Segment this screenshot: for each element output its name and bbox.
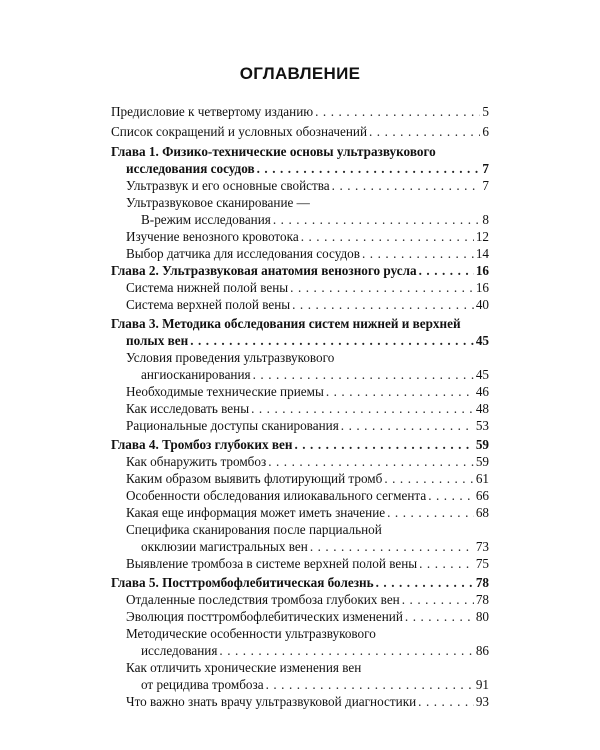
dot-leader [257, 161, 481, 177]
dot-leader [292, 297, 474, 313]
toc-entry [111, 316, 461, 332]
toc-page-number: 75 [475, 556, 489, 571]
toc-entry [126, 522, 382, 538]
toc-entry-title: Глава 5. Посттромбофлебитическая болезнь [111, 575, 374, 590]
toc-entry [126, 178, 489, 194]
toc-entry-title: Эволюция посттромбофлебитических изменений [126, 609, 403, 624]
toc-page-number: 5 [482, 104, 489, 119]
toc-entry-title: Выбор датчика для исследования сосудов [126, 246, 360, 261]
dot-leader [405, 609, 474, 625]
toc-entry [141, 367, 489, 383]
toc-entry-title: полых вен [126, 333, 189, 348]
dot-leader [268, 454, 474, 470]
toc-entry-title: Необходимые технические приемы [126, 384, 324, 399]
toc-entry-title: Каким образом выявить флотирующий тромб [126, 471, 383, 486]
toc-page-number: 14 [475, 246, 489, 261]
toc-entry-title: исследования [141, 643, 218, 658]
toc-page-number: 91 [475, 677, 489, 692]
dot-leader [402, 592, 474, 608]
dot-leader [384, 471, 473, 487]
dot-leader [369, 124, 480, 140]
toc-entry-title: Какая еще информация может иметь значение [126, 505, 386, 520]
toc-entry-title: от рецидива тромбоза [141, 677, 264, 692]
toc-entry-title: Специфика сканирования после парциальной [126, 522, 382, 537]
toc-entry-title: окклюзии магистральных вен [141, 539, 308, 554]
toc-entry-title: Предисловие к четвертому изданию [111, 104, 314, 119]
toc-page-number: 73 [475, 539, 489, 554]
dot-leader [251, 401, 474, 417]
toc-entry-title: Глава 1. Физико-технические основы ультразвукового [111, 144, 436, 159]
toc-entry-title: Система нижней полой вены [126, 280, 289, 295]
toc-entry-title: Глава 3. Методика обследования систем нижней и верхней [111, 316, 461, 331]
toc-entry-title: В-режим исследования [141, 212, 271, 227]
toc-entry [126, 660, 361, 676]
toc-entry-title: Система верхней полой вены [126, 297, 291, 312]
toc-entry [111, 104, 489, 120]
toc-entry [126, 161, 489, 177]
toc-page-number: 40 [475, 297, 489, 312]
toc-entry-title: Изучение венозного кровотока [126, 229, 299, 244]
toc-page-number: 61 [475, 471, 489, 486]
toc-entry [126, 454, 489, 470]
toc-entry [126, 401, 489, 417]
toc-page-number: 93 [475, 694, 489, 709]
toc-entry-title: Что важно знать врачу ультразвуковой диагностики [126, 694, 417, 709]
toc-entry [111, 144, 436, 160]
toc-entry [126, 592, 489, 608]
dot-leader [273, 212, 481, 228]
toc-entry [126, 350, 334, 366]
toc-page-number: 16 [475, 280, 489, 295]
toc-entry-title: Выявление тромбоза в системе верхней полой вены [126, 556, 418, 571]
toc-page-number: 53 [475, 418, 489, 433]
dot-leader [290, 280, 474, 296]
toc-page-number: 59 [475, 454, 489, 469]
toc-entry [126, 505, 489, 521]
toc-page-number: 68 [475, 505, 489, 520]
toc-entry [111, 263, 489, 279]
toc-entry-title: ангиосканирования [141, 367, 251, 382]
dot-leader [419, 263, 474, 279]
toc-entry [126, 556, 489, 572]
toc-page-number: 78 [475, 575, 489, 590]
toc-entry [126, 333, 489, 349]
dot-leader [294, 437, 473, 453]
toc-page-number: 59 [475, 437, 489, 452]
toc-entry-title: Условия проведения ультразвукового [126, 350, 335, 365]
dot-leader [387, 505, 474, 521]
toc-entry [126, 297, 489, 313]
dot-leader [266, 677, 474, 693]
dot-leader [219, 643, 473, 659]
toc-page-number: 8 [482, 212, 489, 227]
toc-page-number: 7 [482, 161, 489, 176]
toc-page-number: 12 [475, 229, 489, 244]
toc-entry [111, 575, 489, 591]
toc-entry [141, 212, 489, 228]
dot-leader [301, 229, 474, 245]
toc-entry [141, 677, 489, 693]
toc-entry-title: Как обнаружить тромбоз [126, 454, 267, 469]
toc-page-number: 66 [475, 488, 489, 503]
toc-entry [126, 609, 489, 625]
dot-leader [376, 575, 474, 591]
dot-leader [418, 694, 474, 710]
toc-page-number: 16 [475, 263, 489, 278]
toc-entry-title: Глава 2. Ультразвуковая анатомия венозного русла [111, 263, 417, 278]
toc-entry [126, 471, 489, 487]
toc-entry-title: Как отличить хронические изменения вен [126, 660, 362, 675]
page-title: ОГЛАВЛЕНИЕ [239, 64, 361, 83]
dot-leader [190, 333, 474, 349]
dot-leader [315, 104, 480, 120]
toc-entry [126, 246, 489, 262]
toc-page-number: 46 [475, 384, 489, 399]
dot-leader [341, 418, 474, 434]
toc-entry-title: Ультразвуковое сканирование — [126, 195, 310, 210]
toc-entry-title: Отдаленные последствия тромбоза глубоких вен [126, 592, 400, 607]
toc-entry-title: Глава 4. Тромбоз глубоких вен [111, 437, 293, 452]
toc-page-number: 78 [475, 592, 489, 607]
toc-entry-title: Рациональные доступы сканирования [126, 418, 339, 433]
toc-entry [111, 124, 489, 140]
toc-entry-title: Особенности обследования илиокавального сегмента [126, 488, 427, 503]
toc-page-number: 80 [475, 609, 489, 624]
toc-page-number: 6 [482, 124, 489, 139]
dot-leader [362, 246, 474, 262]
toc-entry-title: Ультразвук и его основные свойства [126, 178, 330, 193]
toc-entry [126, 488, 489, 504]
dot-leader [253, 367, 474, 383]
toc-entry [126, 280, 489, 296]
dot-leader [428, 488, 474, 504]
dot-leader [326, 384, 474, 400]
dot-leader [310, 539, 474, 555]
toc-page-number: 45 [475, 333, 489, 348]
toc-entry [126, 195, 310, 211]
toc-page-number: 7 [482, 178, 489, 193]
toc-entry-title: Методические особенности ультразвукового [126, 626, 376, 641]
toc-entry [126, 694, 489, 710]
dot-leader [332, 178, 481, 194]
toc-entry [126, 384, 489, 400]
toc-entry [126, 626, 376, 642]
toc-entry [141, 643, 489, 659]
toc-page-number: 45 [475, 367, 489, 382]
toc-page-number: 86 [475, 643, 489, 658]
toc-entry-title: Как исследовать вены [126, 401, 250, 416]
toc-page-number: 48 [475, 401, 489, 416]
toc-entry [111, 437, 489, 453]
toc-entry-title: Список сокращений и условных обозначений [111, 124, 367, 139]
dot-leader [419, 556, 474, 572]
toc-entry [126, 418, 489, 434]
toc-entry [126, 229, 489, 245]
toc-entry-title: исследования сосудов [126, 161, 255, 176]
toc-entry [141, 539, 489, 555]
